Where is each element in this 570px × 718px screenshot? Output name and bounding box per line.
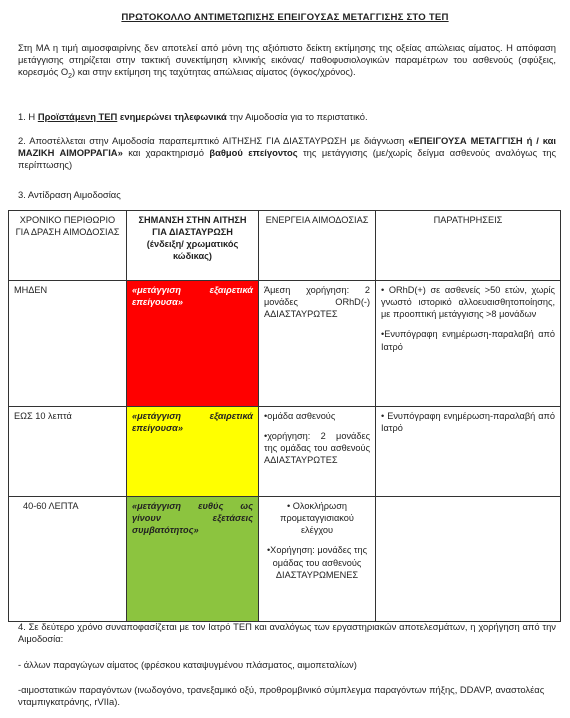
step-2 <box>18 135 556 172</box>
action-text: • Ολοκλήρωση προμεταγγισιακού ελέγχου <box>280 501 354 536</box>
table-row <box>9 281 561 407</box>
item-blood-products: - άλλων παραγώγων αίματος (φρέσκου καταψυγμένου πλάσματος, αιμοπεταλίων) <box>18 659 357 670</box>
header-marking-sub: (ένδειξη/ χρωματικός κώδικας) <box>146 239 239 262</box>
step-1-suffix: την Αιμοδοσία για το περιστατικό. <box>226 111 368 122</box>
notes-text: •Ενυπόγραφη ενημέρωση-παραλαβή από Ιατρό <box>381 329 555 352</box>
action-cell <box>259 281 376 407</box>
header-time: ΧΡΟΝΙΚΟ ΠΕΡΙΘΩΡΙΟ ΓΙΑ ΔΡΑΣΗ ΑΙΜΟΔΟΣΙΑΣ <box>9 211 127 281</box>
item-hemostatic-agents: -αιμοστατικών παραγόντων (ινωδογόνο, τρανεξαμικό οξύ, προθρομβινικό σύμπλεγμα παραγόντων πήξης, DDAVP, αναστολέας νταμπιγκατράνης, rVIIa). <box>18 684 545 708</box>
header-notes: ΠΑΡΑΤΗΡΗΣΕΙΣ <box>376 211 561 281</box>
marking-cell-yellow: «μετάγγιση εξαιρετικά επείγουσα» <box>127 407 259 497</box>
intro-paragraph <box>18 42 556 81</box>
step-3: 3. Αντίδραση Αιμοδοσίας <box>18 189 121 200</box>
step-1-notifies: ενημερώνει τηλεφωνικά <box>117 111 227 122</box>
time-cell: 40-60 ΛΕΠΤΑ <box>9 497 127 622</box>
step-1-prefix: 1. Η <box>18 111 38 122</box>
table-row <box>9 497 561 622</box>
marking-cell-green: «μετάγγιση ευθύς ως γίνουν εξετάσεις συμβατότητος» <box>127 497 259 622</box>
step-2-mid: και χαρακτηρισμό <box>122 147 210 159</box>
notes-cell <box>376 281 561 407</box>
notes-cell <box>376 497 561 622</box>
action-cell <box>259 497 376 622</box>
step-2-diagnosis: «ΕΠΕΙΓΟΥΣΑ ΜΕΤΑΓΓΙΣΗ ή / και ΜΑΖΙΚΗ ΑΙΜΟΡΡΑΓΙΑ» <box>18 135 557 159</box>
intro-text-2: ) και στην εκτίμηση της ταχύτητας απώλειας αίματος (όγκος/χρόνος). <box>72 66 356 78</box>
time-cell: ΜΗΔΕΝ <box>9 281 127 407</box>
action-text: Άμεση χορήγηση: 2 μονάδες ORhD(-) ΑΔΙΑΣΤΑΥΡΩΤΕΣ <box>264 285 370 320</box>
action-text: •χορήγηση: 2 μονάδες της ομάδας του ασθενούς ΑΔΙΑΣΤΑΥΡΩΤΕΣ <box>264 431 370 466</box>
notes-text: • Ενυπόγραφη ενημέρωση-παραλαβή από Ιατρό <box>381 411 555 434</box>
step-1-head-nurse: Προϊστάμενη ΤΕΠ <box>37 111 118 122</box>
time-cell: ΕΩΣ 10 λεπτά <box>9 407 127 497</box>
step-2-prefix: 2. Αποστέλλεται στην Αιμοδοσία παραπεμπτικό ΑΙΤΗΣΗΣ ΓΙΑ ΔΙΑΣΤΑΥΡΩΣΗ με διάγνωση <box>18 135 409 146</box>
table-row <box>9 407 561 497</box>
step-4: 4. Σε δεύτερο χρόνο συναποφασίζεται με τον Ιατρό ΤΕΠ και αναλόγως των εργαστηριακών αποτελεσμάτων, η χορήγηση από την Αιμοδοσία: <box>18 621 556 645</box>
notes-cell <box>376 407 561 497</box>
notes-text: • ORhD(+) σε ασθενείς >50 ετών, χωρίς γνωστό ιστορικό αλλοευαισθητοποίησης, με προοπτική μετάγγισης >8 μονάδων <box>381 285 555 320</box>
intro-subscript: 2 <box>68 73 73 81</box>
action-text: •ομάδα ασθενούς <box>264 411 336 421</box>
action-cell <box>259 407 376 497</box>
step-2-suffix: της μετάγγισης (με/χωρίς δείγμα ασθενούς αναλόγως της περίπτωσης) <box>18 147 556 171</box>
marking-cell-red: «μετάγγιση εξαιρετικά επείγουσα» <box>127 281 259 407</box>
header-marking-title: ΣΗΜΑΝΣΗ ΣΤΗΝ ΑΙΤΗΣΗ ΓΙΑ ΔΙΑΣΤΑΥΡΩΣΗ <box>138 215 247 238</box>
table-header-row <box>9 211 561 281</box>
step-2-urgency: βαθμού επείγοντος <box>209 147 298 159</box>
document-title: ΠΡΩΤΟΚΟΛΛΟ ΑΝΤΙΜΕΤΩΠΙΣΗΣ ΕΠΕΙΓΟΥΣΑΣ ΜΕΤΑΓΓΙΣΗΣ ΣΤΟ ΤΕΠ <box>121 12 449 23</box>
intro-text-1: Στη ΜΑ η τιμή αιμοσφαιρίνης δεν αποτελεί από μόνη της αξιόπιστο δείκτη εκτίμησης της οξείας απώλειας αίματος. Η απόφαση μετάγγισης στηρίζεται στην τακτική συνεκτίμηση κλινικής εικόνας/ παθοφυσιολογικών παραμέτρων του ασθενούς (σφύξεις, κορεσμός Ο <box>18 42 556 78</box>
header-marking <box>127 211 259 281</box>
step-1 <box>18 111 556 123</box>
header-action: ΕΝΕΡΓΕΙΑ ΑΙΜΟΔΟΣΙΑΣ <box>259 211 376 281</box>
response-table <box>8 210 561 622</box>
action-text: •Χορήγηση: μονάδες της ομάδας του ασθενούς ΔΙΑΣΤΑΥΡΩΜΕΝΕΣ <box>266 545 368 580</box>
